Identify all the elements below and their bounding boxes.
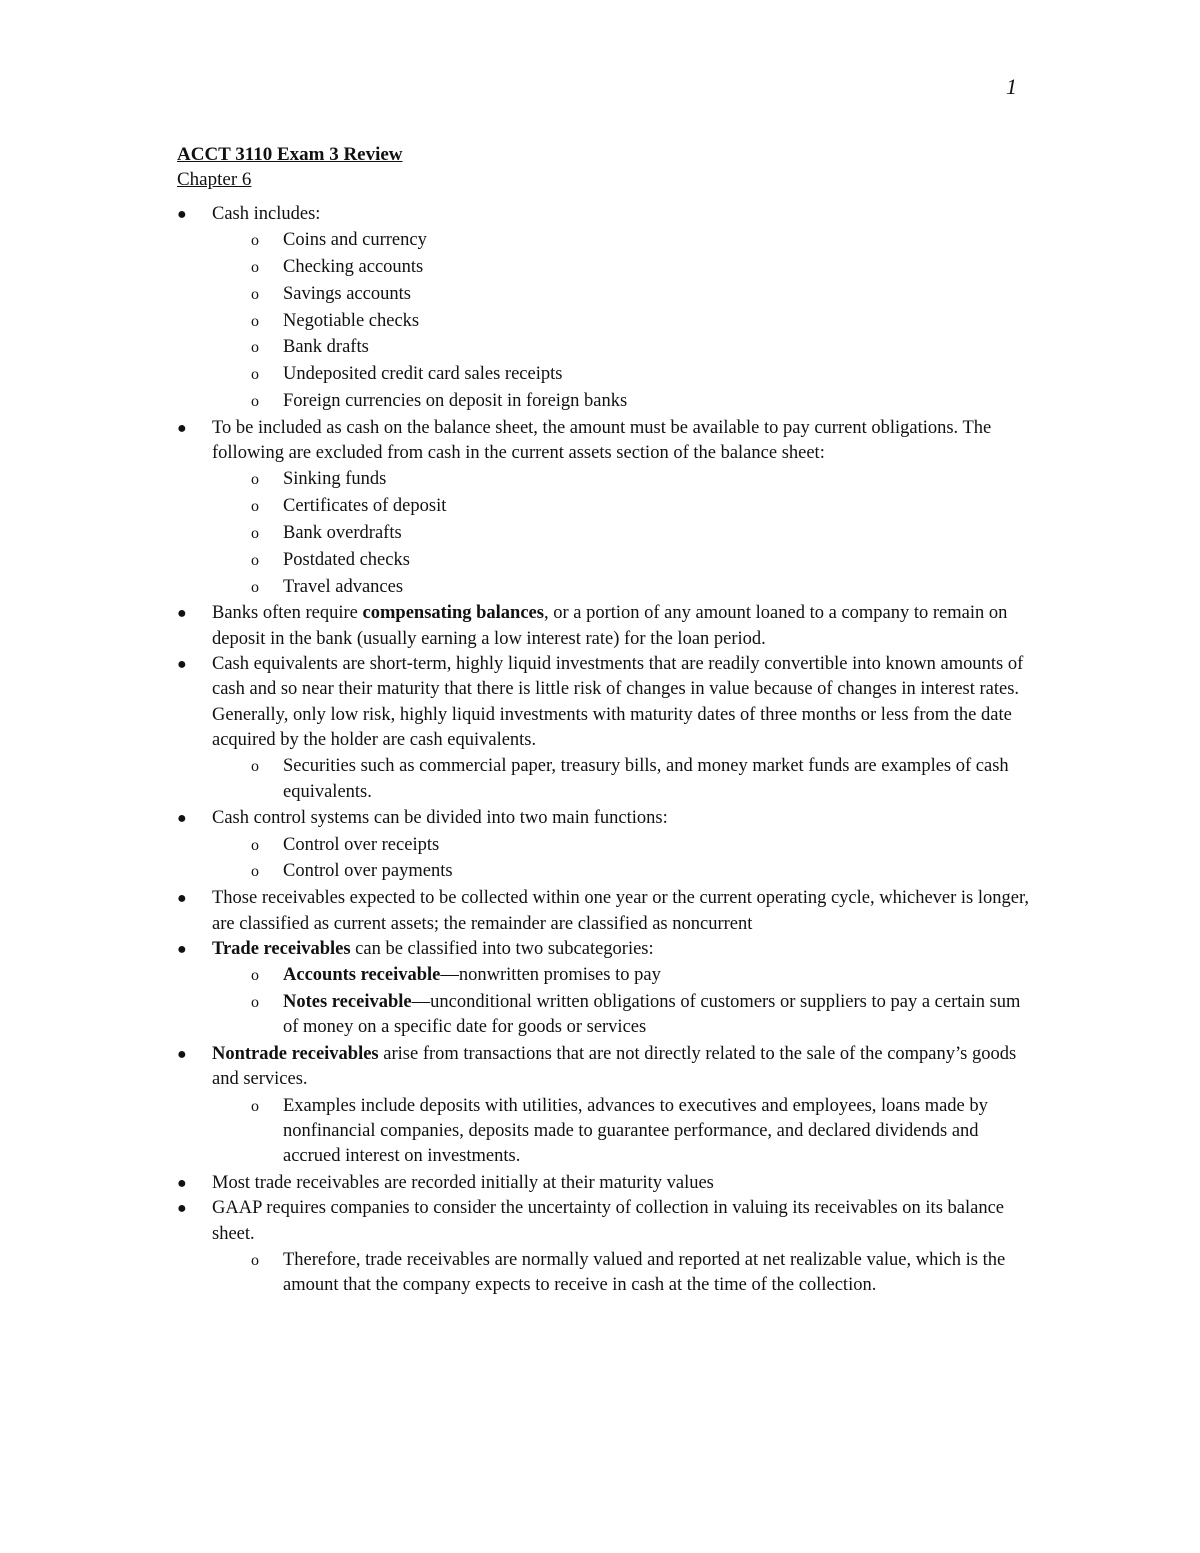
- item-term: compensating balances: [362, 603, 544, 624]
- sub-list: [212, 228, 1037, 414]
- item-text: Cash includes:: [212, 204, 321, 224]
- sub-list-item: [212, 1094, 1037, 1170]
- bullet-icon: ●: [177, 605, 187, 623]
- sub-list: [212, 754, 1037, 805]
- item-text: GAAP requires companies to consider the uncertainty of collection in valuing its receivables on its balance sheet.: [212, 1198, 1005, 1244]
- sub-item-text: —unconditional written obligations of customers or suppliers to pay a certain sum of money on a specific date for goods or services: [283, 991, 1021, 1038]
- bullet-icon: ●: [177, 419, 187, 437]
- page-number: 1: [1006, 74, 1017, 99]
- sub-list-item: [212, 548, 1037, 573]
- circle-bullet-icon: o: [251, 578, 259, 596]
- item-term: Trade receivables: [212, 938, 351, 959]
- sub-list-item: [212, 255, 1037, 280]
- circle-bullet-icon: o: [251, 339, 259, 357]
- circle-bullet-icon: o: [251, 1097, 259, 1115]
- list-item: [177, 601, 1037, 652]
- sub-item-text: Coins and currency: [283, 230, 427, 251]
- sub-item-text: Foreign currencies on deposit in foreign banks: [283, 391, 628, 412]
- sub-list-item: [212, 335, 1037, 360]
- sub-item-term: Notes receivable: [283, 991, 412, 1012]
- bullet-icon: ●: [177, 1046, 187, 1063]
- item-text: Most trade receivables are recorded initially at their maturity values: [212, 1172, 714, 1193]
- circle-bullet-icon: o: [251, 551, 259, 569]
- circle-bullet-icon: o: [251, 498, 259, 516]
- circle-bullet-icon: o: [251, 863, 259, 881]
- list-item: [177, 652, 1037, 805]
- item-text: Cash equivalents are short-term, highly liquid investments that are readily convertible into known amounts of cash and so near their maturity that there is little risk of changes in value because of changes in interest rates. Generally, only low risk, highly liquid investments with maturity dates of three months or less from the date acquired by the holder are cash equivalents.: [212, 654, 1024, 750]
- sub-list-item: [212, 575, 1037, 600]
- circle-bullet-icon: o: [251, 967, 259, 985]
- list-item: [177, 202, 1037, 414]
- bullet-list: [177, 202, 1037, 1298]
- sub-list: [212, 1248, 1037, 1299]
- sub-list-item: [212, 859, 1037, 884]
- chapter-heading: Chapter 6: [177, 169, 252, 190]
- list-item: [177, 806, 1037, 884]
- sub-item-text: Postdated checks: [283, 549, 410, 570]
- sub-item-text: Savings accounts: [283, 283, 411, 304]
- list-item: [177, 937, 1037, 1041]
- sub-item-term: Accounts receivable: [283, 965, 441, 986]
- circle-bullet-icon: o: [251, 285, 259, 303]
- bullet-icon: ●: [177, 656, 187, 674]
- sub-list-item: [212, 963, 1037, 988]
- list-item: [177, 1042, 1037, 1169]
- sub-list-item: [212, 990, 1037, 1041]
- circle-bullet-icon: o: [251, 758, 259, 776]
- sub-item-text: Examples include deposits with utilities, advances to executives and employees, loans made by nonfinancial companies, deposits made to guarantee performance, and declared dividends and accrued interest on investments.: [283, 1095, 988, 1167]
- circle-bullet-icon: o: [251, 1251, 259, 1269]
- sub-list-item: [212, 228, 1037, 253]
- sub-item-text: Negotiable checks: [283, 310, 420, 331]
- circle-bullet-icon: o: [251, 836, 259, 854]
- sub-item-text: Bank drafts: [283, 337, 369, 358]
- sub-item-text: Therefore, trade receivables are normally valued and reported at net realizable value, which is the amount that the company expects to receive in cash at the time of the collection.: [283, 1249, 1006, 1296]
- circle-bullet-icon: o: [251, 259, 259, 277]
- bullet-icon: ●: [177, 1200, 187, 1218]
- sub-list-item: [212, 309, 1037, 334]
- circle-bullet-icon: o: [251, 525, 259, 543]
- bullet-icon: ●: [177, 206, 187, 223]
- sub-list: [212, 1094, 1037, 1170]
- sub-list-item: [212, 833, 1037, 858]
- sub-item-text: Sinking funds: [283, 469, 387, 490]
- sub-item-text: —nonwritten promises to pay: [440, 965, 661, 986]
- sub-list-item: [212, 362, 1037, 387]
- bullet-icon: ●: [177, 890, 187, 908]
- bullet-icon: ●: [177, 940, 187, 958]
- list-item: [177, 886, 1037, 937]
- sub-list-item: [212, 521, 1037, 546]
- item-text: can be classified into two subcategories:: [350, 938, 654, 959]
- sub-list-item: [212, 1248, 1037, 1299]
- circle-bullet-icon: o: [251, 232, 259, 250]
- sub-list-item: [212, 754, 1037, 805]
- sub-item-text: Undeposited credit card sales receipts: [283, 364, 563, 385]
- circle-bullet-icon: o: [251, 366, 259, 384]
- sub-list-item: [212, 389, 1037, 414]
- sub-item-text: Securities such as commercial paper, treasury bills, and money market funds are examples of cash equivalents.: [283, 756, 1009, 802]
- item-text-lead: Banks often require: [212, 603, 363, 624]
- item-text: Cash control systems can be divided into two main functions:: [212, 808, 668, 829]
- sub-list: [212, 963, 1037, 1040]
- sub-item-text: Control over payments: [283, 861, 453, 882]
- item-term: Nontrade receivables: [212, 1044, 379, 1064]
- sub-list: [212, 467, 1037, 599]
- sub-list-item: [212, 494, 1037, 519]
- bullet-icon: ●: [177, 810, 187, 828]
- sub-item-text: Checking accounts: [283, 257, 424, 278]
- sub-list-item: [212, 282, 1037, 307]
- item-text: To be included as cash on the balance sheet, the amount must be available to pay current obligations. The following are excluded from cash in the current assets section of the balance sheet:: [212, 417, 992, 464]
- sub-list-item: [212, 467, 1037, 492]
- circle-bullet-icon: o: [251, 393, 259, 411]
- item-text: Those receivables expected to be collected within one year or the current operating cycle, whichever is longer, are classified as current assets; the remainder are classified as noncurrent: [212, 888, 1030, 934]
- list-item: [177, 1171, 1037, 1196]
- sub-item-text: Certificates of deposit: [283, 496, 447, 517]
- circle-bullet-icon: o: [251, 993, 259, 1011]
- document-title: ACCT 3110 Exam 3 Review: [177, 144, 403, 165]
- bullet-icon: ●: [177, 1174, 187, 1192]
- sub-list: [212, 833, 1037, 885]
- circle-bullet-icon: o: [251, 312, 259, 330]
- circle-bullet-icon: o: [251, 471, 259, 489]
- document-body: [177, 142, 1037, 1300]
- item-text: , or a portion of any amount loaned to a company to remain on deposit in the bank (usually earning a low interest rate) for the loan period.: [212, 603, 1008, 649]
- sub-item-text: Control over receipts: [283, 834, 440, 855]
- sub-item-text: Bank overdrafts: [283, 523, 402, 544]
- item-text: arise from transactions that are not directly related to the sale of the company’s goods and services.: [212, 1044, 1017, 1090]
- list-item: [177, 416, 1037, 600]
- list-item: [177, 1196, 1037, 1298]
- sub-item-text: Travel advances: [283, 576, 404, 597]
